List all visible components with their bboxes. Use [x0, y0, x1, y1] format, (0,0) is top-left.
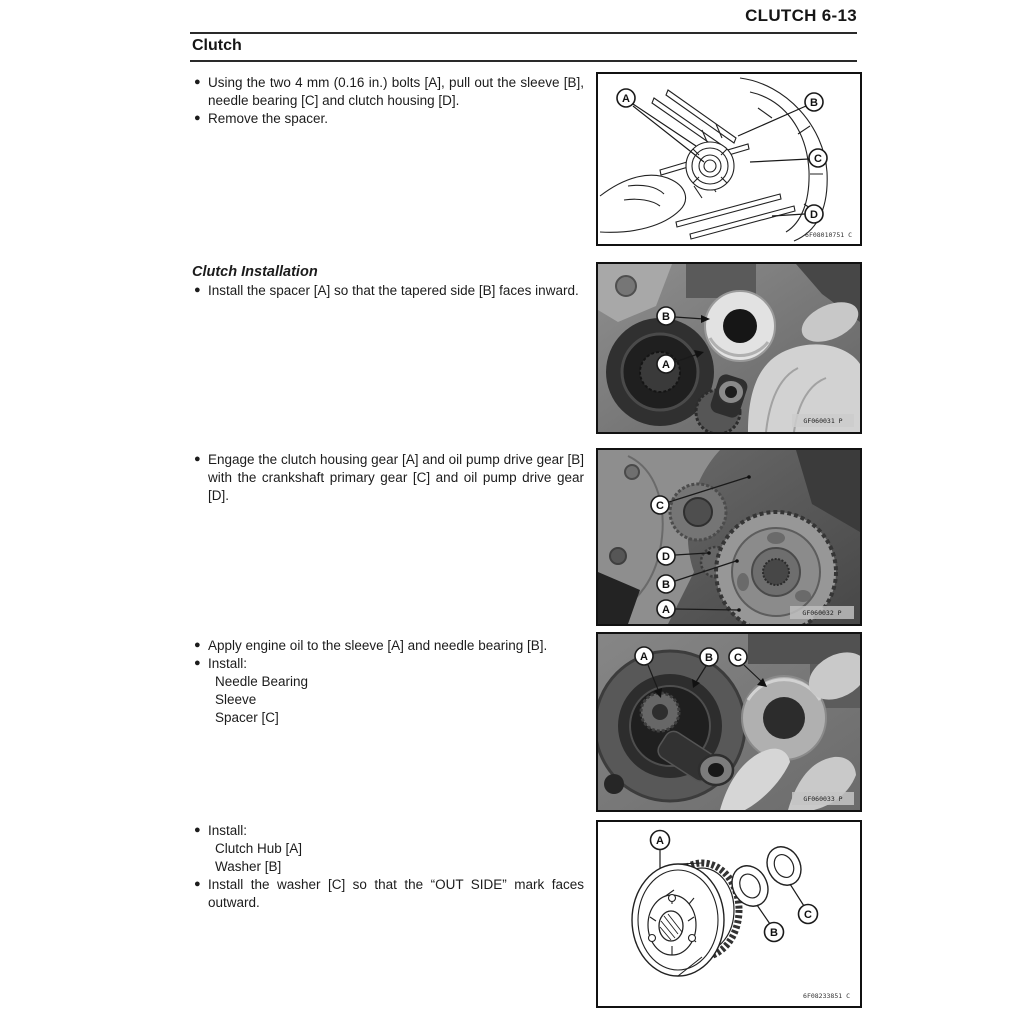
callout-B: B — [705, 652, 713, 664]
step-text: Engage the clutch housing gear [A] and oil pump drive gear [B] with the crankshaft primary gear [C] and oil pump drive gear [D]. — [208, 452, 584, 503]
figure-gear-engagement-photo — [596, 448, 862, 626]
step-text: Remove the spacer. — [208, 111, 329, 126]
figure-clutch-housing-removal — [596, 72, 862, 246]
callout-B: B — [810, 97, 818, 109]
step-block-installation — [192, 263, 584, 300]
callout-A: A — [662, 359, 670, 371]
bullet-marker: ● — [194, 639, 201, 651]
bullet-marker: ● — [194, 453, 201, 465]
figure-spacer-install-photo — [596, 262, 862, 434]
callout-C: C — [734, 652, 742, 664]
page-title: CLUTCH 6-13 — [745, 6, 857, 25]
bullet-item — [192, 876, 584, 912]
callout-A: A — [622, 93, 630, 105]
step-text: Install: — [208, 823, 248, 838]
callout-C: C — [814, 153, 822, 165]
callout-B: B — [662, 311, 670, 323]
bullet-marker: ● — [194, 657, 201, 669]
step-text: Install the spacer [A] so that the tapered side [B] faces inward. — [208, 283, 579, 298]
step-block-oil-install — [192, 637, 584, 727]
bullet-item — [192, 74, 584, 110]
step-block-hub-washer — [192, 822, 584, 912]
step-text: Install the washer [C] so that the “OUT SIDE” mark faces outward. — [208, 877, 584, 910]
callout-A: A — [640, 651, 648, 663]
callout-D: D — [662, 551, 670, 563]
bullet-marker: ● — [194, 284, 201, 296]
clutch-removal-line-art — [598, 74, 860, 244]
callout-C: C — [656, 500, 664, 512]
step-block-removal — [192, 74, 584, 128]
bullet-item — [192, 822, 584, 840]
bullet-item — [192, 282, 584, 300]
figure-code: 6F08010751 C — [805, 231, 852, 239]
sub-item: Sleeve — [215, 692, 257, 707]
bullet-item — [192, 637, 584, 655]
figure-code: GF060031 P — [803, 417, 843, 425]
callout-D: D — [810, 209, 818, 221]
step-text: Install: — [208, 656, 248, 671]
step-text: Using the two 4 mm (0.16 in.) bolts [A], pull out the sleeve [B], needle bearing [C] and clutch housing [D]. — [208, 75, 584, 108]
figure-code: GF060032 P — [802, 609, 842, 617]
sub-item: Needle Bearing — [215, 674, 309, 689]
bullet-marker: ● — [194, 112, 201, 124]
bullet-item — [192, 655, 584, 673]
figure-sleeve-bearing-photo — [596, 632, 862, 812]
step-text: Apply engine oil to the sleeve [A] and needle bearing [B]. — [208, 638, 548, 653]
callout-A: A — [656, 835, 664, 847]
figure-code: 6F08233851 C — [803, 992, 850, 1000]
clutch-hub-line-art — [598, 822, 860, 1006]
callout-B: B — [662, 579, 670, 591]
section-rule — [190, 60, 857, 62]
bullet-item — [192, 110, 584, 128]
section-title: Clutch — [192, 37, 242, 54]
bullet-marker: ● — [194, 878, 201, 890]
bullet-marker: ● — [194, 76, 201, 88]
bullet-item — [192, 451, 584, 505]
figure-clutch-hub-line-art — [596, 820, 862, 1008]
gear-engagement-photo — [598, 450, 860, 624]
step-block-engage-gears — [192, 451, 584, 505]
subsection-heading: Clutch Installation — [192, 264, 318, 280]
bullet-marker: ● — [194, 824, 201, 836]
sleeve-bearing-photo — [598, 634, 860, 810]
sub-item: Washer [B] — [215, 859, 282, 874]
header-rule — [190, 32, 857, 34]
callout-C: C — [804, 909, 812, 921]
callout-A: A — [662, 604, 670, 616]
callout-B: B — [770, 927, 778, 939]
sub-item: Spacer [C] — [215, 710, 279, 725]
sub-item: Clutch Hub [A] — [215, 841, 303, 856]
figure-code: GF060033 P — [803, 795, 843, 803]
spacer-install-photo — [598, 264, 860, 432]
